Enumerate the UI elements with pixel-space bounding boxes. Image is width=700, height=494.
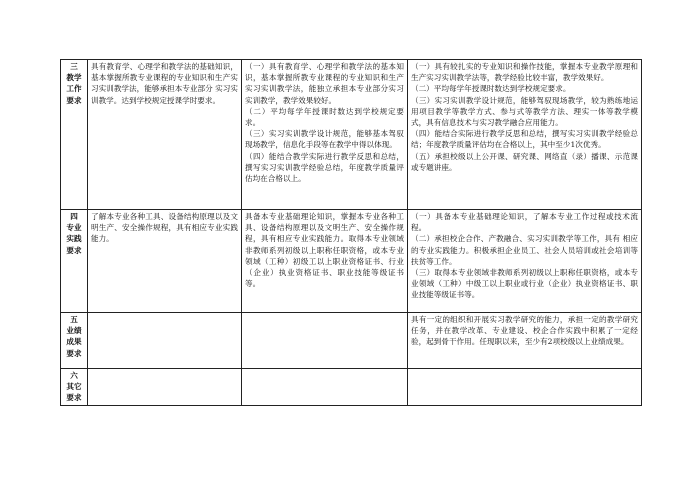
paragraph: 了解本专业各种工具、设备结构原理以及文明生产、安全操作规程，具有相应专业实践能力。 (91, 212, 238, 244)
junior-requirement-cell (88, 60, 242, 210)
intermediate-requirement-cell (242, 369, 408, 406)
paragraph: （三）实习实训教学设计规范，能够基本驾驭现场教学，信息化手段等在教学中得以体现。 (245, 129, 404, 150)
senior-requirement-cell (408, 313, 642, 369)
junior-requirement-cell (88, 210, 242, 313)
row-number: 五 (70, 315, 78, 324)
table-row (61, 60, 642, 210)
row-title: 业绩成果要求 (66, 326, 82, 358)
intermediate-requirement-cell (242, 210, 408, 313)
row-number: 六 (70, 371, 78, 380)
intermediate-requirement-cell (242, 313, 408, 369)
paragraph: （一）具有较扎实的专业知识和操作技能，掌握本专业教学原理和生产实习实训教学法等，教学经验比较丰富，教学效果好。 (411, 62, 638, 83)
senior-requirement-cell (408, 210, 642, 313)
senior-requirement-cell (408, 369, 642, 406)
row-title: 专业实践要求 (66, 223, 82, 255)
requirements-table (60, 59, 642, 406)
paragraph: （二）平均每学年授课时数达到学校规定要求。 (245, 106, 404, 128)
table-row (61, 313, 642, 369)
paragraph: 具备本专业基础理论知识，掌握本专业各种工具、设备结构原理以及文明生产、安全操作规程，具有相应专业实践能力。取得本专业领域非教师系列初级以上职称任职资格，或本专业领域（工种）初级工以上职业资格证书、行业（企业）执业资格证书、职业技能等级证书等。 (245, 212, 404, 289)
row-header (61, 313, 88, 369)
row-header (61, 60, 88, 210)
row-header (61, 210, 88, 313)
paragraph: （三）实习实训教学设计规范，能够驾驭现场教学，较为熟练地运用项目教学等教学方式、参与式等教学方法、理实一体等教学模式，具有信息技术与实习教学融合应用能力。 (411, 95, 638, 128)
paragraph: （四）能结合教学实际进行教学反思和总结，撰写实习实训教学经验总结，年度教学质量评估均在合格以上。 (245, 151, 404, 184)
row-title: 其它要求 (66, 382, 82, 403)
row-number: 三 (70, 62, 78, 71)
senior-requirement-cell (408, 60, 642, 210)
paragraph: （三）取得本专业领域非教师系列初级以上职称任职资格，或本专业领域（工种）中级工以上职业或行业（企业）执业资格证书、职业技能等级证书等。 (411, 268, 638, 300)
paragraph: （四）能结合实际进行教学反思和总结，撰写实习实训教学经验总结；年度教学质量评估均在合格以上，其中至少1次优秀。 (411, 129, 638, 150)
requirements-table-body (61, 60, 642, 406)
paragraph: 具有一定的组织和开展实习教学研究的能力，承担一定的教学研究任务，并在教学改革、专业建设、校企合作实践中积累了一定经验，起到骨干作用。任现职以来，至少有2项校级以上业绩成果。 (411, 315, 638, 347)
table-row (61, 210, 642, 313)
junior-requirement-cell (88, 369, 242, 406)
paragraph: （一）具备本专业基础理论知识，了解本专业工作过程或技术流 程。 (411, 212, 638, 233)
table-row (61, 369, 642, 406)
paragraph: （一）具有教育学、心理学和教学法的基本知识，基本掌握所教专业课程的专业知识和生产实习实训教学法，能独立承担本专业部分实习实训教学，教学效果较好。 (245, 62, 404, 105)
paragraph: （二）平均每学年授课时数达到学校规定要求。 (411, 84, 571, 94)
junior-requirement-cell (88, 313, 242, 369)
row-header (61, 369, 88, 406)
paragraph: （二）承担校企合作、产教融合、实习实训教学等工作，具有 相应的专业实践能力。积极承担企业员工、社会人员培训或社会培训等扶贫等工作。 (411, 234, 638, 266)
paragraph: （五）承担校级以上公开课、研究课、网络直（录）播课、示范课或专题讲座。 (411, 151, 638, 172)
intermediate-requirement-cell (242, 60, 408, 210)
row-title: 教学工作要求 (66, 73, 82, 105)
paragraph: 具有教育学、心理学和教学法的基础知识，基本掌握所教专业课程的专业知识和生产实习实训教学法，能够承担本专业部分 实习实训教学。达到学校规定授课学时要求。 (91, 62, 238, 105)
row-number: 四 (70, 212, 78, 221)
